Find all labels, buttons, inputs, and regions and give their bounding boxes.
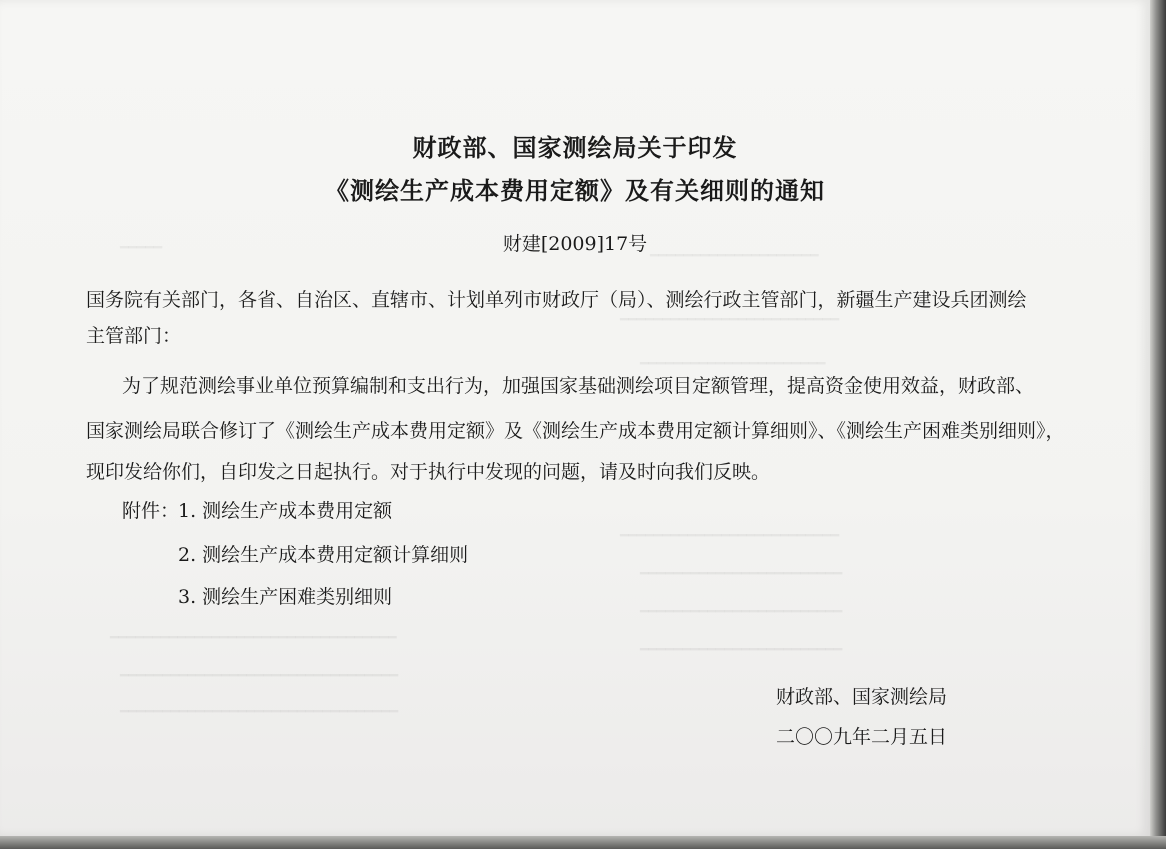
body-paragraph-line-1: 为了规范测绘事业单位预算编制和支出行为，加强国家基础测绘项目定额管理，提高资金使用效益，财政部、 [122, 375, 1035, 397]
bleed-through-mark: ━━━━━━━━━━━━━━━━━━━━ [650, 248, 819, 264]
body-paragraph-line-2: 国家测绘局联合修订了《测绘生产成本费用定额》及《测绘生产成本费用定额计算细则》、《测绘生产困难类别细则》， [86, 420, 1065, 442]
bleed-through-mark: ━━━━━━━━━━━━━━━━━━━━━━━━ [640, 566, 843, 582]
bleed-through-mark: ━━━━━━━━━━━━━━━━━━━━━━━━━━ [620, 312, 840, 328]
bleed-through-mark: ━━━━━━━━━━━━━━━━━━━━━━━━━━━━━━━━━ [120, 704, 399, 720]
attachment-item: 2. 测绘生产成本费用定额计算细则 [178, 544, 469, 566]
bleed-through-mark: ━━━━━━━━━━━━━━━━━━━━━━━━━━ [620, 528, 840, 544]
document-title-line-2: 《测绘生产成本费用定额》及有关细则的通知 [325, 177, 825, 205]
scan-edge-right [1150, 0, 1166, 849]
addressee-line-2: 主管部门： [86, 325, 182, 347]
body-paragraph-line-3: 现印发给你们，自印发之日起执行。对于执行中发现的问题，请及时向我们反映。 [86, 461, 771, 483]
bleed-through-mark: ━━━━━━━━━━━━━━━━━━━━━━━━ [640, 604, 843, 620]
document-number: 财建[2009]17号 [502, 233, 648, 255]
scan-edge-bottom [0, 836, 1166, 849]
attachment-item: 1. 测绘生产成本费用定额 [178, 500, 393, 522]
bleed-through-mark: ━━━━━━━━━━━━━━━━━━━━━━━━ [640, 642, 843, 658]
signatory: 财政部、国家测绘局 [776, 686, 948, 708]
bleed-through-mark: ━━━━━━━━━━━━━━━━━━━━━━ [640, 356, 826, 372]
addressee-line-1: 国务院有关部门，各省、自治区、直辖市、计划单列市财政厅（局）、测绘行政主管部门，新疆生产建设兵团测绘 [86, 289, 1027, 311]
attachment-item: 3. 测绘生产困难类别细则 [178, 586, 393, 608]
bleed-through-mark: ━━━━━━━━━━━━━━━━━━━━━━━━━━━━━━━━━━ [110, 630, 397, 646]
bleed-through-mark: ━━━━━ [120, 240, 163, 256]
document-title-line-1: 财政部、国家测绘局关于印发 [412, 134, 738, 162]
bleed-through-mark: ━━━━━━━━━━━━━━━━━━━━━━━━━━━━━━━━━ [120, 668, 399, 684]
signature-date: 二〇〇九年二月五日 [776, 726, 948, 748]
attachments-label: 附件： [122, 500, 180, 522]
